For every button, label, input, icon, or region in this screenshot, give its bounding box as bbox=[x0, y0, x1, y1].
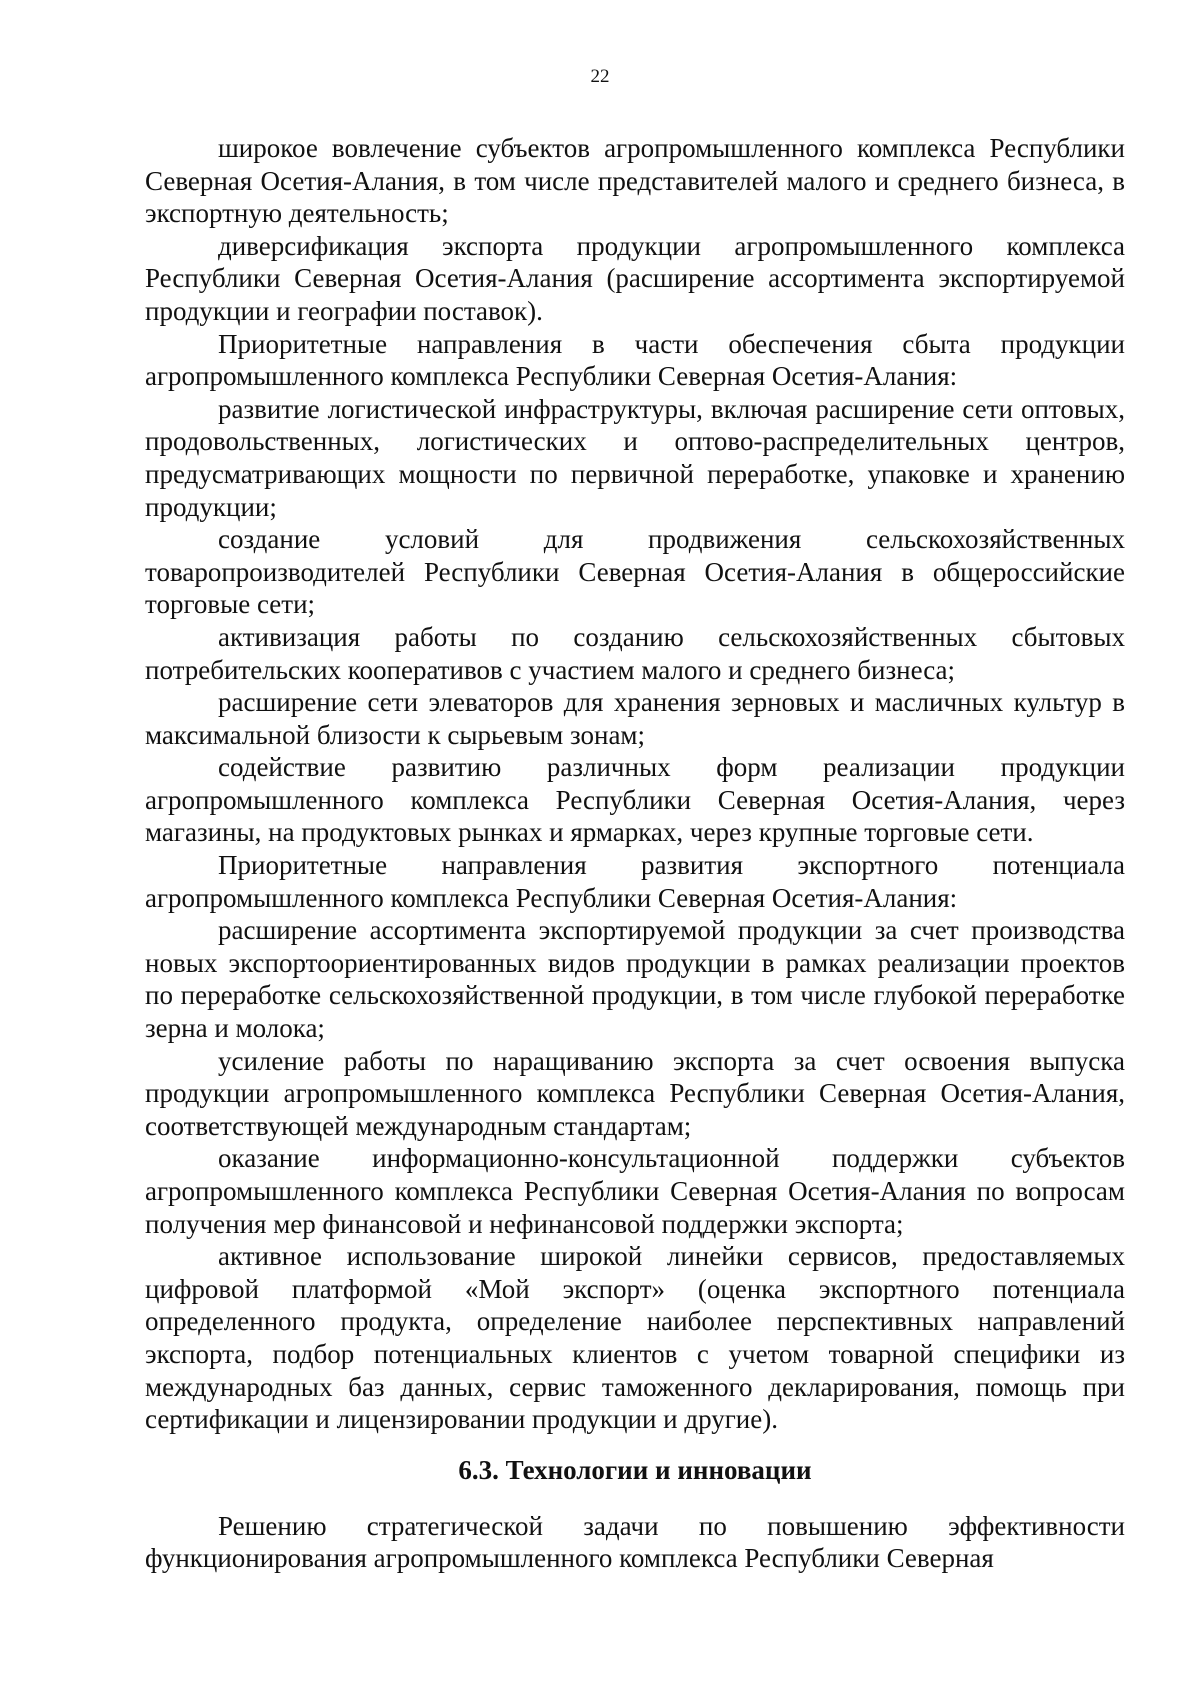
paragraph: диверсификация экспорта продукции агропромышленного комплекса Республики Северная Осетия-Алания (расширение ассортимента экспортируемой продукции и географии поставок). bbox=[145, 230, 1125, 326]
paragraph: расширение сети элеваторов для хранения зерновых и масличных культур в максимальной близости к сырьевым зонам; bbox=[145, 687, 1125, 750]
paragraph: Приоритетные направления в части обеспечения сбыта продукции агропромышленного комплекса Республики Северная Осетия-Алания: bbox=[145, 328, 1125, 392]
paragraph: усиление работы по наращиванию экспорта за счет освоения выпуска продукции агропромышленного комплекса Республики Северная Осетия-Алания, соответствующей международным стандартам; bbox=[145, 1045, 1125, 1141]
paragraph: активное использование широкой линейки сервисов, предоставляемых цифровой платформой «Мой экспорт» (оценка экспортного потенциала определенного продукта, определение наиболее перспективных направлений экспорта, подбор потенциальных клиентов с учетом товарной специфики из международных баз данных, сервис таможенного декларирования, помощь при сертификации и лицензировании продукции и другие). bbox=[145, 1241, 1125, 1435]
section-heading: 6.3. Технологии и инновации bbox=[458, 1454, 812, 1485]
paragraph: создание условий для продвижения сельскохозяйственных товаропроизводителей Республики Северная Осетия-Алания в общероссийские торговые сети; bbox=[145, 524, 1125, 620]
page-number: 22 bbox=[590, 66, 610, 87]
page-body bbox=[145, 132, 1125, 1575]
paragraph: содействие развитию различных форм реализации продукции агропромышленного комплекса Республики Северная Осетия-Алания, через магазины, на продуктовых рынках и ярмарках, через крупные торговые сети. bbox=[145, 752, 1125, 848]
paragraph: активизация работы по созданию сельскохозяйственных сбытовых потребительских кооперативов с участием малого и среднего бизнеса; bbox=[145, 621, 1125, 685]
paragraph: широкое вовлечение субъектов агропромышленного комплекса Республики Северная Осетия-Алания, в том числе представителей малого и среднего бизнеса, в экспортную деятельность; bbox=[145, 133, 1125, 229]
paragraph: расширение ассортимента экспортируемой продукции за счет производства новых экспортоориентированных видов продукции в рамках реализации проектов по переработке сельскохозяйственной продукции, в том числе глубокой переработке зерна и молока; bbox=[145, 915, 1125, 1044]
paragraph: Приоритетные направления развития экспортного потенциала агропромышленного комплекса Республики Северная Осетия-Алания: bbox=[145, 850, 1125, 913]
paragraph: Решению стратегической задачи по повышению эффективности функционирования агропромышленного комплекса Республики Северная bbox=[145, 1510, 1125, 1574]
paragraph: развитие логистической инфраструктуры, включая расширение сети оптовых, продовольственных, логистических и оптово-распределительных центров, предусматривающих мощности по первичной переработке, упаковке и хранению продукции; bbox=[145, 393, 1125, 522]
paragraph: оказание информационно-консультационной поддержки субъектов агропромышленного комплекса Республики Северная Осетия-Алания по вопросам получения мер финансовой и нефинансовой поддержки экспорта; bbox=[145, 1143, 1125, 1239]
